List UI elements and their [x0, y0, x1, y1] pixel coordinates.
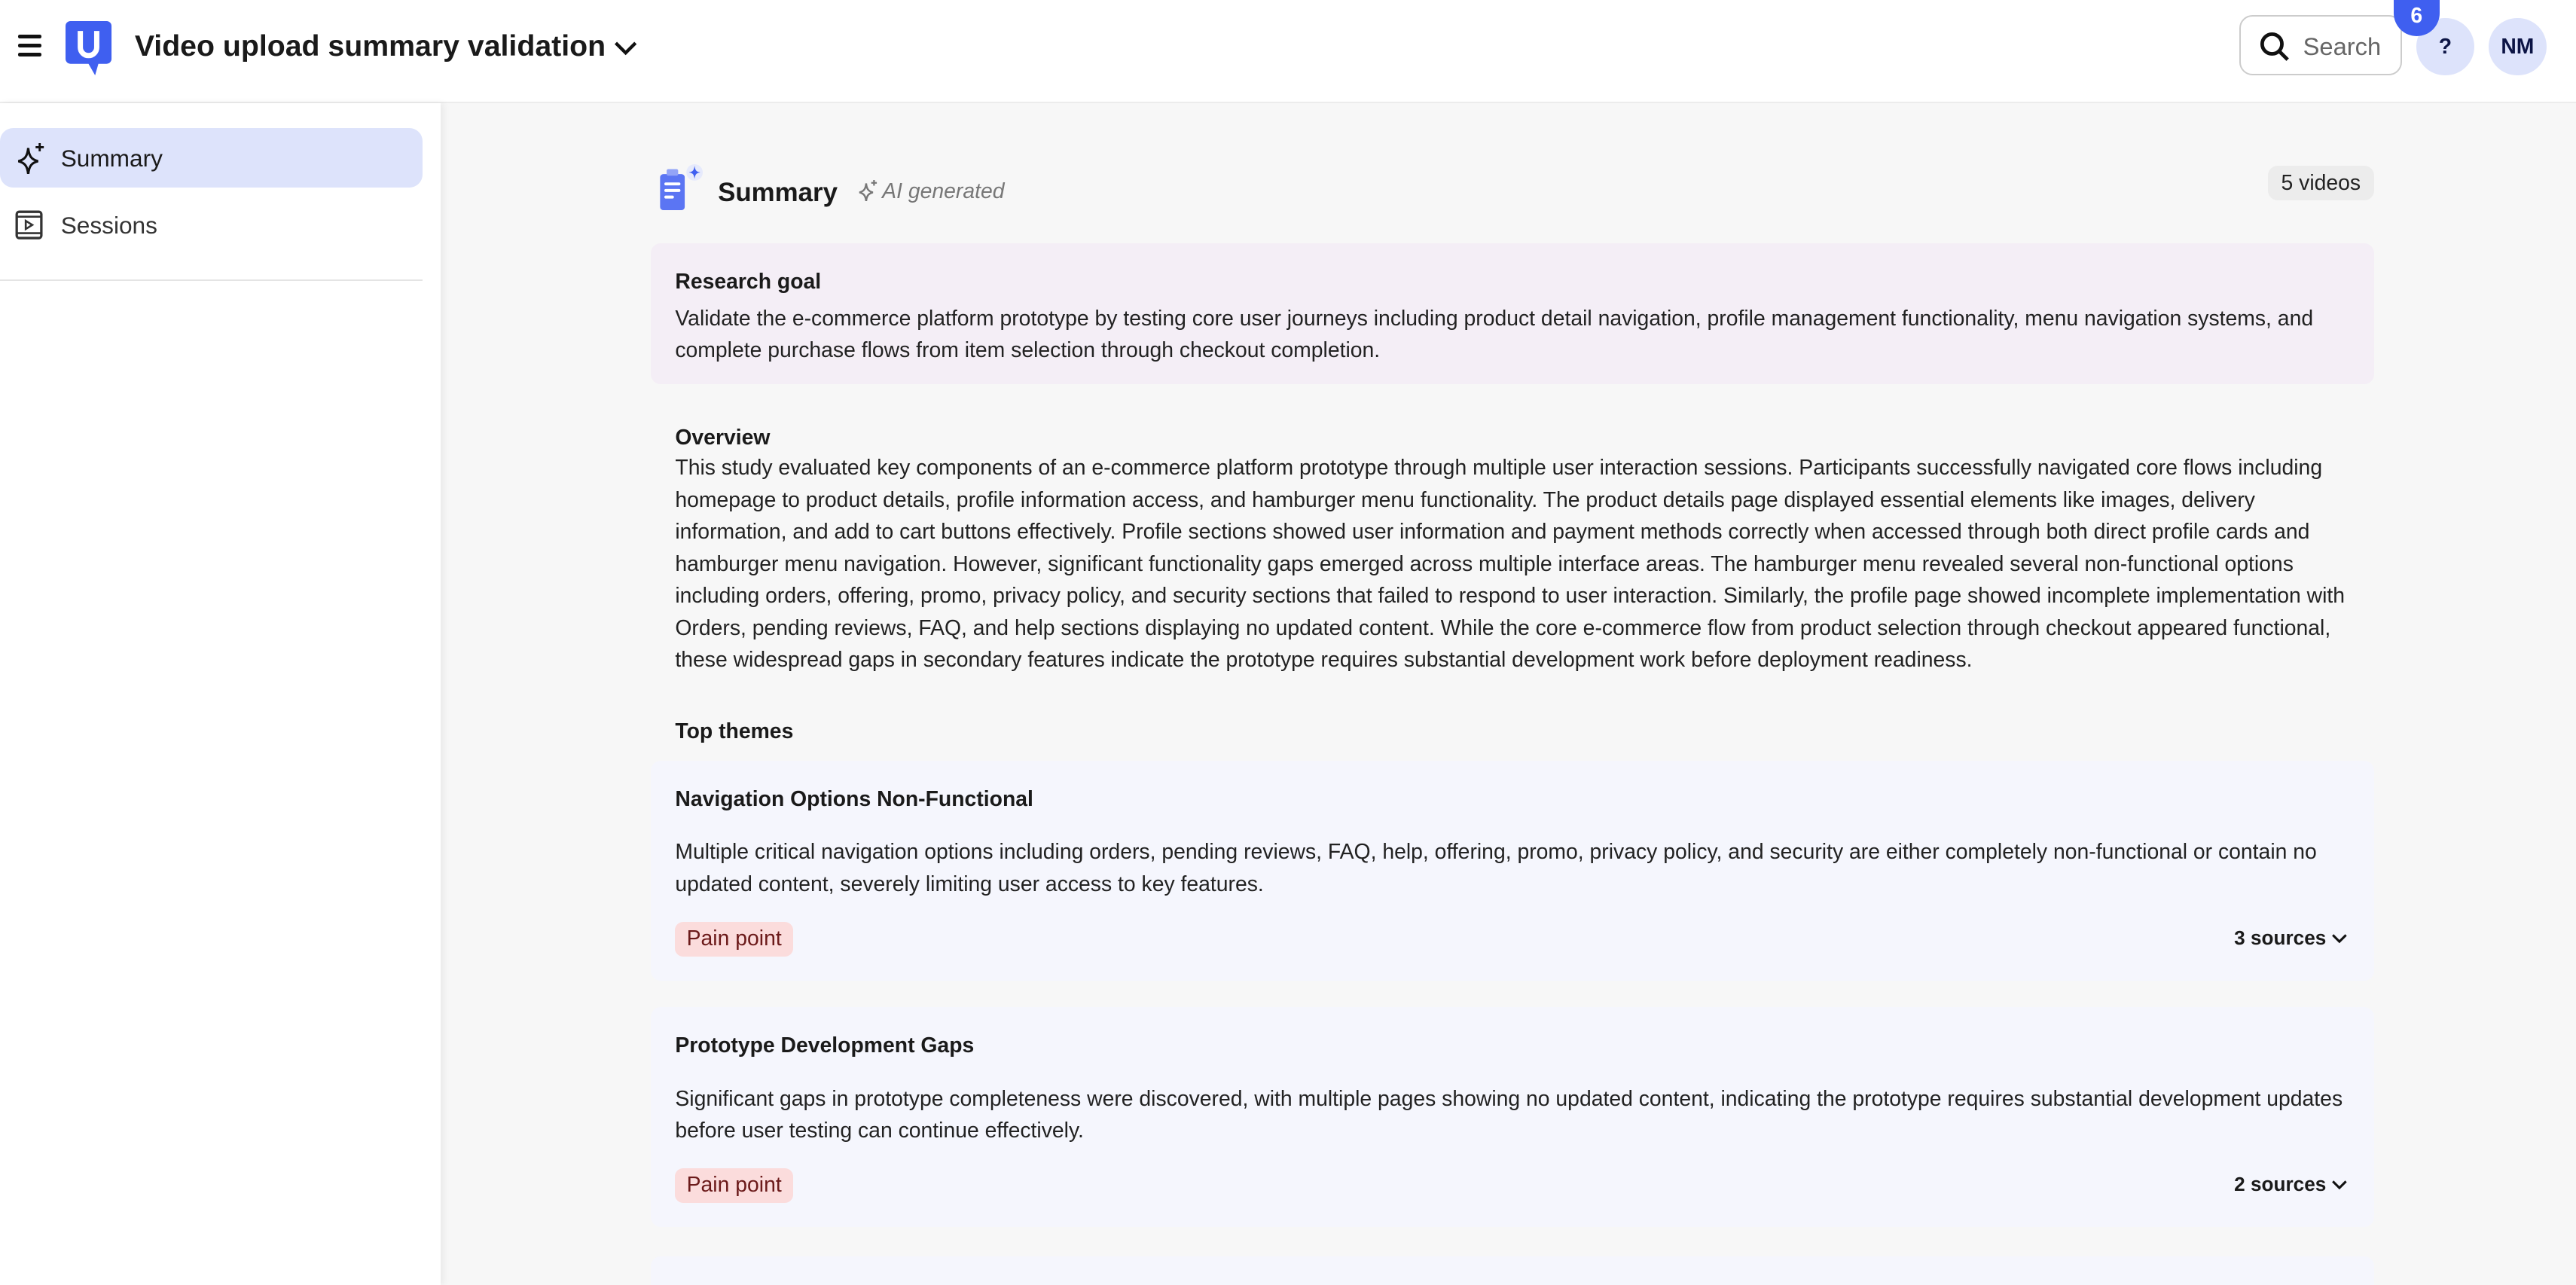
video-icon [15, 210, 44, 240]
help-button[interactable]: ? [2416, 18, 2474, 75]
theme-text: Significant gaps in prototype completeness were discovered, with multiple pages showing no updated content, indicating the prototype requires substantial development updates before user testing can continue effectively. [675, 1086, 2343, 1143]
hamburger-menu-icon[interactable] [18, 35, 41, 56]
summary-title: Summary [718, 177, 838, 207]
overview-heading: Overview [675, 425, 771, 450]
pain-point-badge: Pain point [675, 922, 793, 957]
ai-generated-label [857, 179, 1004, 204]
sidebar [0, 103, 441, 1284]
overview-section [675, 426, 2351, 676]
theme-text: Multiple critical navigation options including orders, pending reviews, FAQ, help, offering, promo, privacy policy, and security are either completely non-functional or contain no updated content, severely limiting user access to key features. [675, 840, 2317, 896]
sidebar-item-summary[interactable] [0, 128, 423, 188]
sidebar-item-label: Summary [60, 144, 163, 172]
pain-point-badge: Pain point [675, 1168, 793, 1203]
avatar[interactable]: NM [2489, 18, 2546, 75]
sidebar-item-sessions[interactable] [0, 196, 423, 255]
sparkle-icon [857, 180, 878, 201]
chevron-down-icon[interactable] [611, 33, 640, 69]
sources-label: 2 sources [2234, 1173, 2327, 1196]
main-content [651, 0, 2374, 1285]
sidebar-divider [0, 279, 423, 281]
search-placeholder: Search [2303, 32, 2382, 61]
notification-badge[interactable]: 6 [2394, 0, 2440, 36]
theme-title: Prototype Development Gaps [675, 1033, 975, 1058]
project-title: Video upload summary validation [134, 29, 606, 63]
theme-title: Navigation Options Non-Functional [675, 786, 1033, 811]
app-logo[interactable] [66, 21, 114, 84]
summary-header [651, 164, 2374, 220]
sources-toggle[interactable] [2234, 926, 2347, 950]
chevron-down-icon [2331, 932, 2348, 945]
theme-card-partial [651, 1256, 2374, 1284]
research-goal-text: Validate the e-commerce platform prototype by testing core user journeys including product detail navigation, profile management functionality, menu navigation systems, and complete purchase flows from item selection through checkout completion. [675, 306, 2314, 363]
research-goal-heading: Research goal [675, 269, 822, 294]
video-count-badge: 5 videos [2268, 166, 2373, 200]
summary-clipboard-icon [657, 164, 706, 220]
sparkle-icon [15, 143, 46, 174]
research-goal-box [651, 243, 2374, 385]
theme-card [651, 1007, 2374, 1227]
overview-text: This study evaluated key components of an e-commerce platform prototype through multiple user interaction sessions. Participants successfully navigated core flows including homepage to product details, profile information access, and hamburger menu functionality. The product details page displayed essential elements like images, delivery information, and add to cart buttons effectively. Profile sections showed user information and payment methods correctly when accessed through both direct profile cards and hamburger menu navigation. However, significant functionality gaps emerged across multiple interface areas. The hamburger menu revealed several non-functional options including orders, offering, promo, privacy policy, and security sections that failed to respond to user interaction. Similarly, the profile page showed incomplete implementation with Orders, pending reviews, FAQ, and help sections displaying no updated content. While the core e-commerce flow from product selection through checkout appeared functional, these widespread gaps in secondary features indicate the prototype requires substantial development work before deployment readiness. [675, 456, 2346, 673]
ai-generated-text: AI generated [882, 179, 1005, 203]
theme-card [651, 761, 2374, 981]
sidebar-item-label: Sessions [60, 212, 157, 240]
chevron-down-icon [2331, 1178, 2348, 1191]
sources-label: 3 sources [2234, 926, 2327, 950]
sources-toggle[interactable] [2234, 1173, 2347, 1196]
top-themes-heading: Top themes [675, 719, 794, 744]
